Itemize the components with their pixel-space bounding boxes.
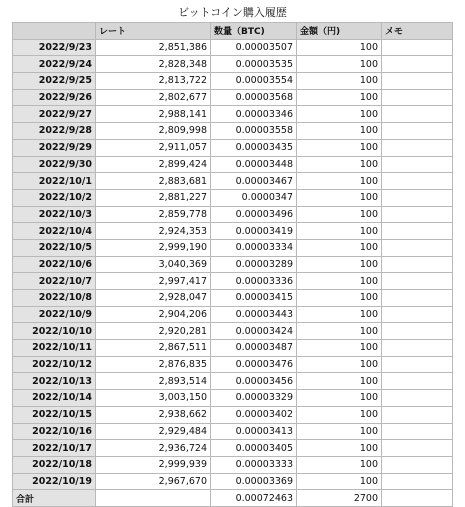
- quantity-cell[interactable]: 0.00003336: [211, 273, 297, 290]
- date-cell[interactable]: 2022/10/3: [13, 206, 96, 223]
- memo-cell[interactable]: [382, 223, 453, 240]
- amount-cell[interactable]: 100: [297, 440, 382, 457]
- memo-cell[interactable]: [382, 239, 453, 256]
- rate-cell[interactable]: 2,920,281: [96, 323, 211, 340]
- amount-cell[interactable]: 100: [297, 390, 382, 407]
- amount-cell[interactable]: 100: [297, 273, 382, 290]
- quantity-cell[interactable]: 0.00003415: [211, 290, 297, 307]
- date-cell[interactable]: 2022/10/2: [13, 189, 96, 206]
- rate-cell[interactable]: 2,988,141: [96, 106, 211, 123]
- total-quantity-cell[interactable]: 0.00072463: [211, 490, 297, 507]
- amount-cell[interactable]: 100: [297, 323, 382, 340]
- quantity-cell[interactable]: 0.00003456: [211, 373, 297, 390]
- quantity-cell[interactable]: 0.00003507: [211, 39, 297, 56]
- sheet-title: ビットコイン購入履歴: [178, 6, 287, 19]
- date-cell[interactable]: 2022/10/9: [13, 306, 96, 323]
- table-row: [13, 306, 453, 323]
- quantity-cell[interactable]: 0.00003476: [211, 356, 297, 373]
- date-cell[interactable]: 2022/10/14: [13, 390, 96, 407]
- memo-cell[interactable]: [382, 189, 453, 206]
- table-row: [13, 139, 453, 156]
- date-cell[interactable]: 2022/10/7: [13, 273, 96, 290]
- rate-cell[interactable]: 2,883,681: [96, 173, 211, 190]
- memo-cell[interactable]: [382, 39, 453, 56]
- rate-cell[interactable]: 2,911,057: [96, 139, 211, 156]
- memo-cell[interactable]: [382, 290, 453, 307]
- quantity-cell[interactable]: 0.00003448: [211, 156, 297, 173]
- quantity-cell[interactable]: 0.00003413: [211, 423, 297, 440]
- memo-cell[interactable]: [382, 473, 453, 490]
- memo-cell[interactable]: [382, 456, 453, 473]
- rate-cell[interactable]: 2,802,677: [96, 89, 211, 106]
- rate-cell[interactable]: 2,876,835: [96, 356, 211, 373]
- date-cell[interactable]: 2022/9/25: [13, 73, 96, 90]
- amount-cell[interactable]: 100: [297, 56, 382, 73]
- quantity-cell[interactable]: 0.00003424: [211, 323, 297, 340]
- header-amount[interactable]: 金額（円): [297, 23, 382, 40]
- amount-cell[interactable]: 100: [297, 206, 382, 223]
- table-row: [13, 73, 453, 90]
- date-cell[interactable]: 2022/10/18: [13, 456, 96, 473]
- table-row: [13, 239, 453, 256]
- rate-cell[interactable]: 2,828,348: [96, 56, 211, 73]
- date-cell[interactable]: 2022/9/24: [13, 56, 96, 73]
- quantity-cell[interactable]: 0.00003443: [211, 306, 297, 323]
- table-row: [13, 340, 453, 357]
- memo-cell[interactable]: [382, 56, 453, 73]
- memo-cell[interactable]: [382, 340, 453, 357]
- amount-cell[interactable]: 100: [297, 290, 382, 307]
- amount-cell[interactable]: 100: [297, 189, 382, 206]
- header-date[interactable]: [13, 23, 96, 40]
- amount-cell[interactable]: 100: [297, 473, 382, 490]
- memo-cell[interactable]: [382, 256, 453, 273]
- quantity-cell[interactable]: 0.00003496: [211, 206, 297, 223]
- amount-cell[interactable]: 100: [297, 39, 382, 56]
- rate-cell[interactable]: 2,809,998: [96, 123, 211, 140]
- memo-cell[interactable]: [382, 123, 453, 140]
- table-row: [13, 189, 453, 206]
- amount-cell[interactable]: 100: [297, 306, 382, 323]
- quantity-cell[interactable]: 0.00003346: [211, 106, 297, 123]
- table-row: [13, 56, 453, 73]
- purchase-history-table: [12, 22, 453, 507]
- memo-cell[interactable]: [382, 73, 453, 90]
- table-row: [13, 473, 453, 490]
- date-cell[interactable]: 2022/10/6: [13, 256, 96, 273]
- table-row: [13, 123, 453, 140]
- amount-cell[interactable]: 100: [297, 406, 382, 423]
- memo-cell[interactable]: [382, 206, 453, 223]
- amount-cell[interactable]: 100: [297, 223, 382, 240]
- total-memo-cell[interactable]: [382, 490, 453, 507]
- rate-cell[interactable]: 2,938,662: [96, 406, 211, 423]
- table-row: [13, 206, 453, 223]
- memo-cell[interactable]: [382, 406, 453, 423]
- table-row: [13, 173, 453, 190]
- total-row: [13, 490, 453, 507]
- rate-cell[interactable]: 2,929,484: [96, 423, 211, 440]
- rate-cell[interactable]: 2,999,190: [96, 239, 211, 256]
- rate-cell[interactable]: 2,893,514: [96, 373, 211, 390]
- rate-cell[interactable]: 2,967,670: [96, 473, 211, 490]
- header-row: [13, 23, 453, 40]
- amount-cell[interactable]: 100: [297, 373, 382, 390]
- table-row: [13, 273, 453, 290]
- table-row: [13, 89, 453, 106]
- table-row: [13, 156, 453, 173]
- amount-cell[interactable]: 100: [297, 106, 382, 123]
- quantity-cell[interactable]: 0.00003405: [211, 440, 297, 457]
- memo-cell[interactable]: [382, 356, 453, 373]
- quantity-cell[interactable]: 0.00003487: [211, 340, 297, 357]
- quantity-cell[interactable]: 0.00003369: [211, 473, 297, 490]
- rate-cell[interactable]: 2,904,206: [96, 306, 211, 323]
- table-row: [13, 373, 453, 390]
- quantity-cell[interactable]: 0.00003402: [211, 406, 297, 423]
- amount-cell[interactable]: 100: [297, 423, 382, 440]
- memo-cell[interactable]: [382, 390, 453, 407]
- quantity-cell[interactable]: 0.00003419: [211, 223, 297, 240]
- rate-cell[interactable]: 2,936,724: [96, 440, 211, 457]
- header-memo[interactable]: メモ: [382, 23, 453, 40]
- quantity-cell[interactable]: 0.00003329: [211, 390, 297, 407]
- date-cell[interactable]: 2022/10/17: [13, 440, 96, 457]
- rate-cell[interactable]: 2,867,511: [96, 340, 211, 357]
- amount-cell[interactable]: 100: [297, 173, 382, 190]
- memo-cell[interactable]: [382, 273, 453, 290]
- date-cell[interactable]: 2022/10/1: [13, 173, 96, 190]
- table-row: [13, 106, 453, 123]
- memo-cell[interactable]: [382, 373, 453, 390]
- table-row: [13, 323, 453, 340]
- rate-cell[interactable]: 2,813,722: [96, 73, 211, 90]
- quantity-cell[interactable]: 0.00003289: [211, 256, 297, 273]
- memo-cell[interactable]: [382, 89, 453, 106]
- rate-cell[interactable]: 2,899,424: [96, 156, 211, 173]
- memo-cell[interactable]: [382, 106, 453, 123]
- amount-cell[interactable]: 100: [297, 340, 382, 357]
- amount-cell[interactable]: 100: [297, 73, 382, 90]
- date-cell[interactable]: 2022/9/29: [13, 139, 96, 156]
- rate-cell[interactable]: 3,040,369: [96, 256, 211, 273]
- header-rate[interactable]: レート: [96, 23, 211, 40]
- rate-cell[interactable]: 2,881,227: [96, 189, 211, 206]
- amount-cell[interactable]: 100: [297, 456, 382, 473]
- date-cell[interactable]: 2022/9/28: [13, 123, 96, 140]
- amount-cell[interactable]: 100: [297, 256, 382, 273]
- date-cell[interactable]: 2022/9/23: [13, 39, 96, 56]
- table-row: [13, 456, 453, 473]
- rate-cell[interactable]: 2,997,417: [96, 273, 211, 290]
- date-cell[interactable]: 2022/10/16: [13, 423, 96, 440]
- table-row: [13, 440, 453, 457]
- table-row: [13, 223, 453, 240]
- memo-cell[interactable]: [382, 440, 453, 457]
- table-row: [13, 406, 453, 423]
- date-cell[interactable]: 2022/9/27: [13, 106, 96, 123]
- date-cell[interactable]: 2022/10/15: [13, 406, 96, 423]
- table-row: [13, 256, 453, 273]
- quantity-cell[interactable]: 0.00003568: [211, 89, 297, 106]
- date-cell[interactable]: 2022/10/11: [13, 340, 96, 357]
- amount-cell[interactable]: 100: [297, 139, 382, 156]
- rate-cell[interactable]: 2,928,047: [96, 290, 211, 307]
- quantity-cell[interactable]: 0.00003535: [211, 56, 297, 73]
- total-amount-cell[interactable]: 2700: [297, 490, 382, 507]
- rate-cell[interactable]: 2,851,386: [96, 39, 211, 56]
- quantity-cell[interactable]: 0.00003467: [211, 173, 297, 190]
- amount-cell[interactable]: 100: [297, 239, 382, 256]
- quantity-cell[interactable]: 0.00003334: [211, 239, 297, 256]
- quantity-cell[interactable]: 0.00003554: [211, 73, 297, 90]
- table-row: [13, 390, 453, 407]
- date-cell[interactable]: 2022/10/4: [13, 223, 96, 240]
- table-row: [13, 356, 453, 373]
- rate-cell[interactable]: 2,859,778: [96, 206, 211, 223]
- date-cell[interactable]: 2022/10/19: [13, 473, 96, 490]
- table-row: [13, 290, 453, 307]
- date-cell[interactable]: 2022/10/8: [13, 290, 96, 307]
- memo-cell[interactable]: [382, 139, 453, 156]
- memo-cell[interactable]: [382, 423, 453, 440]
- quantity-cell[interactable]: 0.00003333: [211, 456, 297, 473]
- table-row: [13, 423, 453, 440]
- total-rate-cell[interactable]: [96, 490, 211, 507]
- memo-cell[interactable]: [382, 323, 453, 340]
- rate-cell[interactable]: 3,003,150: [96, 390, 211, 407]
- date-cell[interactable]: 2022/10/13: [13, 373, 96, 390]
- memo-cell[interactable]: [382, 173, 453, 190]
- table-row: [13, 39, 453, 56]
- memo-cell[interactable]: [382, 156, 453, 173]
- total-label[interactable]: 合計: [13, 490, 96, 507]
- quantity-cell[interactable]: 0.00003435: [211, 139, 297, 156]
- amount-cell[interactable]: 100: [297, 356, 382, 373]
- quantity-cell[interactable]: 0.0000347: [211, 189, 297, 206]
- amount-cell[interactable]: 100: [297, 123, 382, 140]
- quantity-cell[interactable]: 0.00003558: [211, 123, 297, 140]
- amount-cell[interactable]: 100: [297, 156, 382, 173]
- date-cell[interactable]: 2022/9/30: [13, 156, 96, 173]
- memo-cell[interactable]: [382, 306, 453, 323]
- rate-cell[interactable]: 2,924,353: [96, 223, 211, 240]
- rate-cell[interactable]: 2,999,939: [96, 456, 211, 473]
- amount-cell[interactable]: 100: [297, 89, 382, 106]
- date-cell[interactable]: 2022/10/12: [13, 356, 96, 373]
- date-cell[interactable]: 2022/9/26: [13, 89, 96, 106]
- header-quantity[interactable]: 数量（BTC): [211, 23, 297, 40]
- date-cell[interactable]: 2022/10/10: [13, 323, 96, 340]
- date-cell[interactable]: 2022/10/5: [13, 239, 96, 256]
